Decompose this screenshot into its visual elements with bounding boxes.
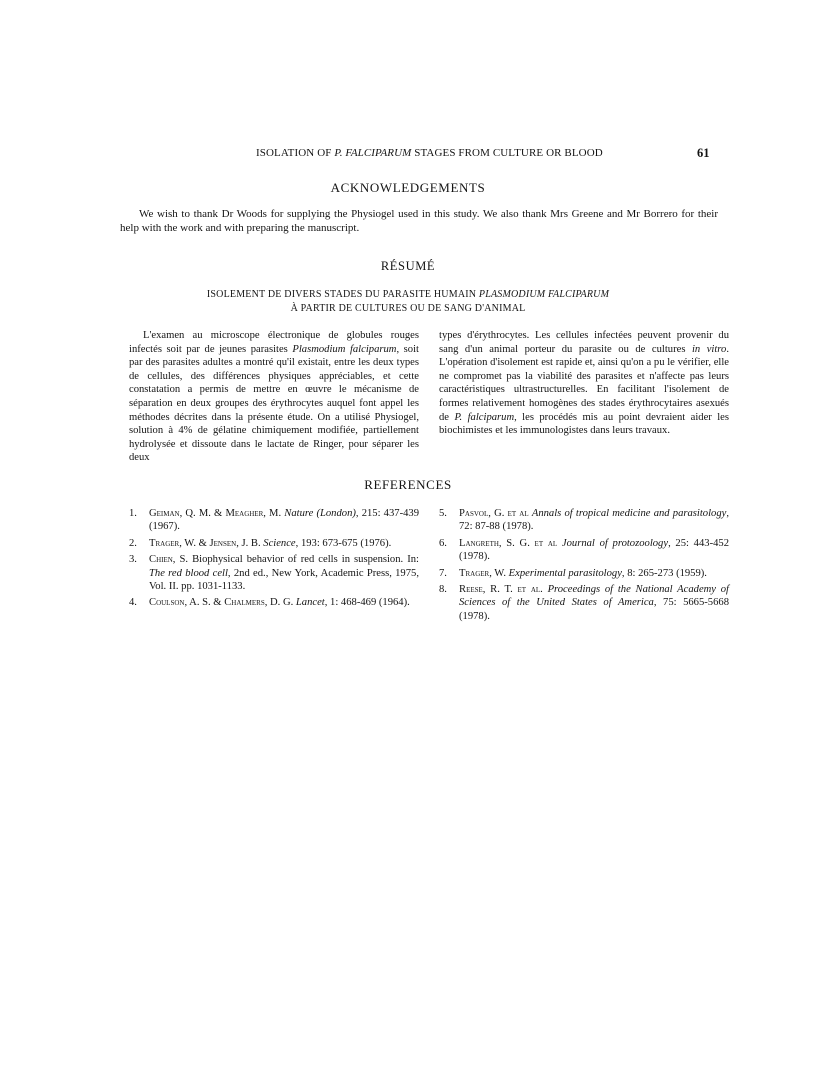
- reference-number: 2.: [129, 537, 137, 549]
- reference-authors: Pasvol, G. et al: [459, 508, 529, 519]
- reference-item: [439, 537, 729, 564]
- acknowledgements-heading: ACKNOWLEDGEMENTS: [330, 180, 486, 195]
- reference-item: [129, 507, 419, 534]
- resume-left-species: Plasmodium falciparum: [292, 343, 397, 355]
- reference-authors: Geiman, Q. M. & Meagher, M.: [149, 508, 282, 519]
- reference-journal: Lancet: [295, 597, 325, 609]
- reference-item: [439, 583, 729, 623]
- resume-right-text-3: , les procédés mis au point devraient aider les biochimistes et les immunologistes dans leurs travaux.: [439, 411, 729, 437]
- resume-title-species: PLASMODIUM FALCIPARUM: [478, 289, 610, 300]
- reference-authors: Langreth, S. G. et al: [459, 537, 558, 549]
- resume-title-prefix: ISOLEMENT DE DIVERS STADES DU PARASITE HUMAIN: [206, 289, 479, 300]
- resume-right-text-1: types d'érythrocytes. Les cellules infectées peuvent provenir du sang d'un animal porteur du parasite ou de cultures: [439, 330, 729, 355]
- reference-item: [129, 596, 419, 609]
- resume-right-text-2: . L'opération d'isolement est rapide et, ainsi qu'on a pu le vérifier, elle ne compromet pas la viabilité des parasites et n'affecte pas leurs caractéristiques ultrastructurelles. En facilitant l'isolement de formes relativement homogènes des stades érythrocytaires asexués de: [439, 343, 729, 423]
- running-head: [256, 147, 603, 159]
- running-head-species: P. FALCIPARUM: [334, 147, 412, 159]
- reference-journal: Journal of protozoology: [561, 537, 669, 549]
- resume-left-text-1: L'examen au microscope électronique de globules rouges infectés soit par de jeunes parasites: [129, 330, 419, 355]
- running-head-prefix: ISOLATION OF: [256, 147, 335, 159]
- reference-list-right: [439, 507, 729, 626]
- resume-title: [0, 288, 816, 315]
- reference-number: 4.: [129, 597, 137, 609]
- reference-authors: Trager, W. & Jensen, J. B.: [149, 537, 261, 549]
- resume-right-in-vitro: in vitro: [691, 343, 727, 355]
- reference-citation: , 8: 265-273 (1959).: [621, 567, 707, 579]
- reference-item: [129, 537, 419, 550]
- reference-item: [439, 507, 729, 534]
- reference-list-left: [129, 507, 419, 613]
- reference-number: 3.: [129, 554, 137, 566]
- reference-book: The red blood cell: [149, 567, 228, 579]
- acknowledgements-text: We wish to thank Dr Woods for supplying the Physiogel used in this study. We also thank Mrs Greene and Mr Borrero for their help with the work and with preparing the manuscript.: [120, 208, 718, 234]
- reference-journal: Science: [263, 537, 296, 549]
- page-number: 61: [697, 146, 710, 160]
- resume-heading: RÉSUMÉ: [380, 259, 436, 273]
- reference-item: [129, 553, 419, 593]
- reference-number: 8.: [439, 584, 447, 596]
- references-heading: REFERENCES: [364, 477, 452, 492]
- reference-authors: Trager, W.: [459, 567, 506, 579]
- reference-journal: Experimental parasitology: [508, 567, 622, 579]
- resume-left-column: [129, 329, 419, 465]
- resume-title-line2: À PARTIR DE CULTURES OU DE SANG D'ANIMAL: [290, 302, 526, 314]
- running-head-suffix: STAGES FROM CULTURE OR BLOOD: [411, 147, 603, 159]
- reference-number: 6.: [439, 537, 447, 549]
- resume-left-text-2: , soit par des parasites adultes a montré qu'il existait, entre les deux types de cellules, des différences physiques appréciables, et cette constatation a permis de mettre en œuvre le mécanisme de séparation en deux groupes des érythrocytes auquel font appel les méthodes décrites dans la présente étude. On a utilisé Physiogel, solution à 4% de gélatine chimiquement modifiée, partiellement hydrolysée et dissoute dans le lactate de Ringer, pour séparer les deux: [129, 343, 419, 464]
- reference-citation: , 215: 437-439 (1967).: [149, 508, 419, 533]
- reference-item: [439, 567, 729, 580]
- resume-right-species: P. falciparum: [454, 411, 515, 423]
- reference-number: 5.: [439, 508, 447, 519]
- reference-citation: , 193: 673-675 (1976).: [295, 537, 392, 549]
- reference-number: 7.: [439, 567, 447, 579]
- reference-authors: Reese, R. T. et al.: [459, 584, 543, 596]
- reference-citation: , 72: 87-88 (1978).: [459, 508, 729, 533]
- reference-journal: Nature (London): [284, 508, 356, 519]
- resume-right-column: [439, 329, 729, 438]
- reference-citation: , 25: 443-452 (1978).: [459, 537, 729, 563]
- reference-citation: , 1: 468-469 (1964).: [324, 597, 410, 609]
- resume-title-line1: [0, 288, 816, 302]
- reference-journal: Annals of tropical medicine and parasitology: [531, 508, 727, 519]
- reference-authors: Chien, S.: [149, 554, 189, 566]
- reference-journal: Proceedings of the National Academy of Sciences of the United States of America: [459, 584, 729, 609]
- reference-citation: , 2nd ed., New York, Academic Press, 1975, Vol. II. pp. 1031-1133.: [149, 567, 419, 593]
- reference-authors: Coulson, A. S. & Chalmers, D. G.: [149, 597, 294, 609]
- reference-title: Biophysical behavior of red cells in suspension. In:: [192, 554, 419, 566]
- reference-citation: , 75: 5665-5668 (1978).: [459, 597, 729, 622]
- reference-number: 1.: [129, 508, 137, 519]
